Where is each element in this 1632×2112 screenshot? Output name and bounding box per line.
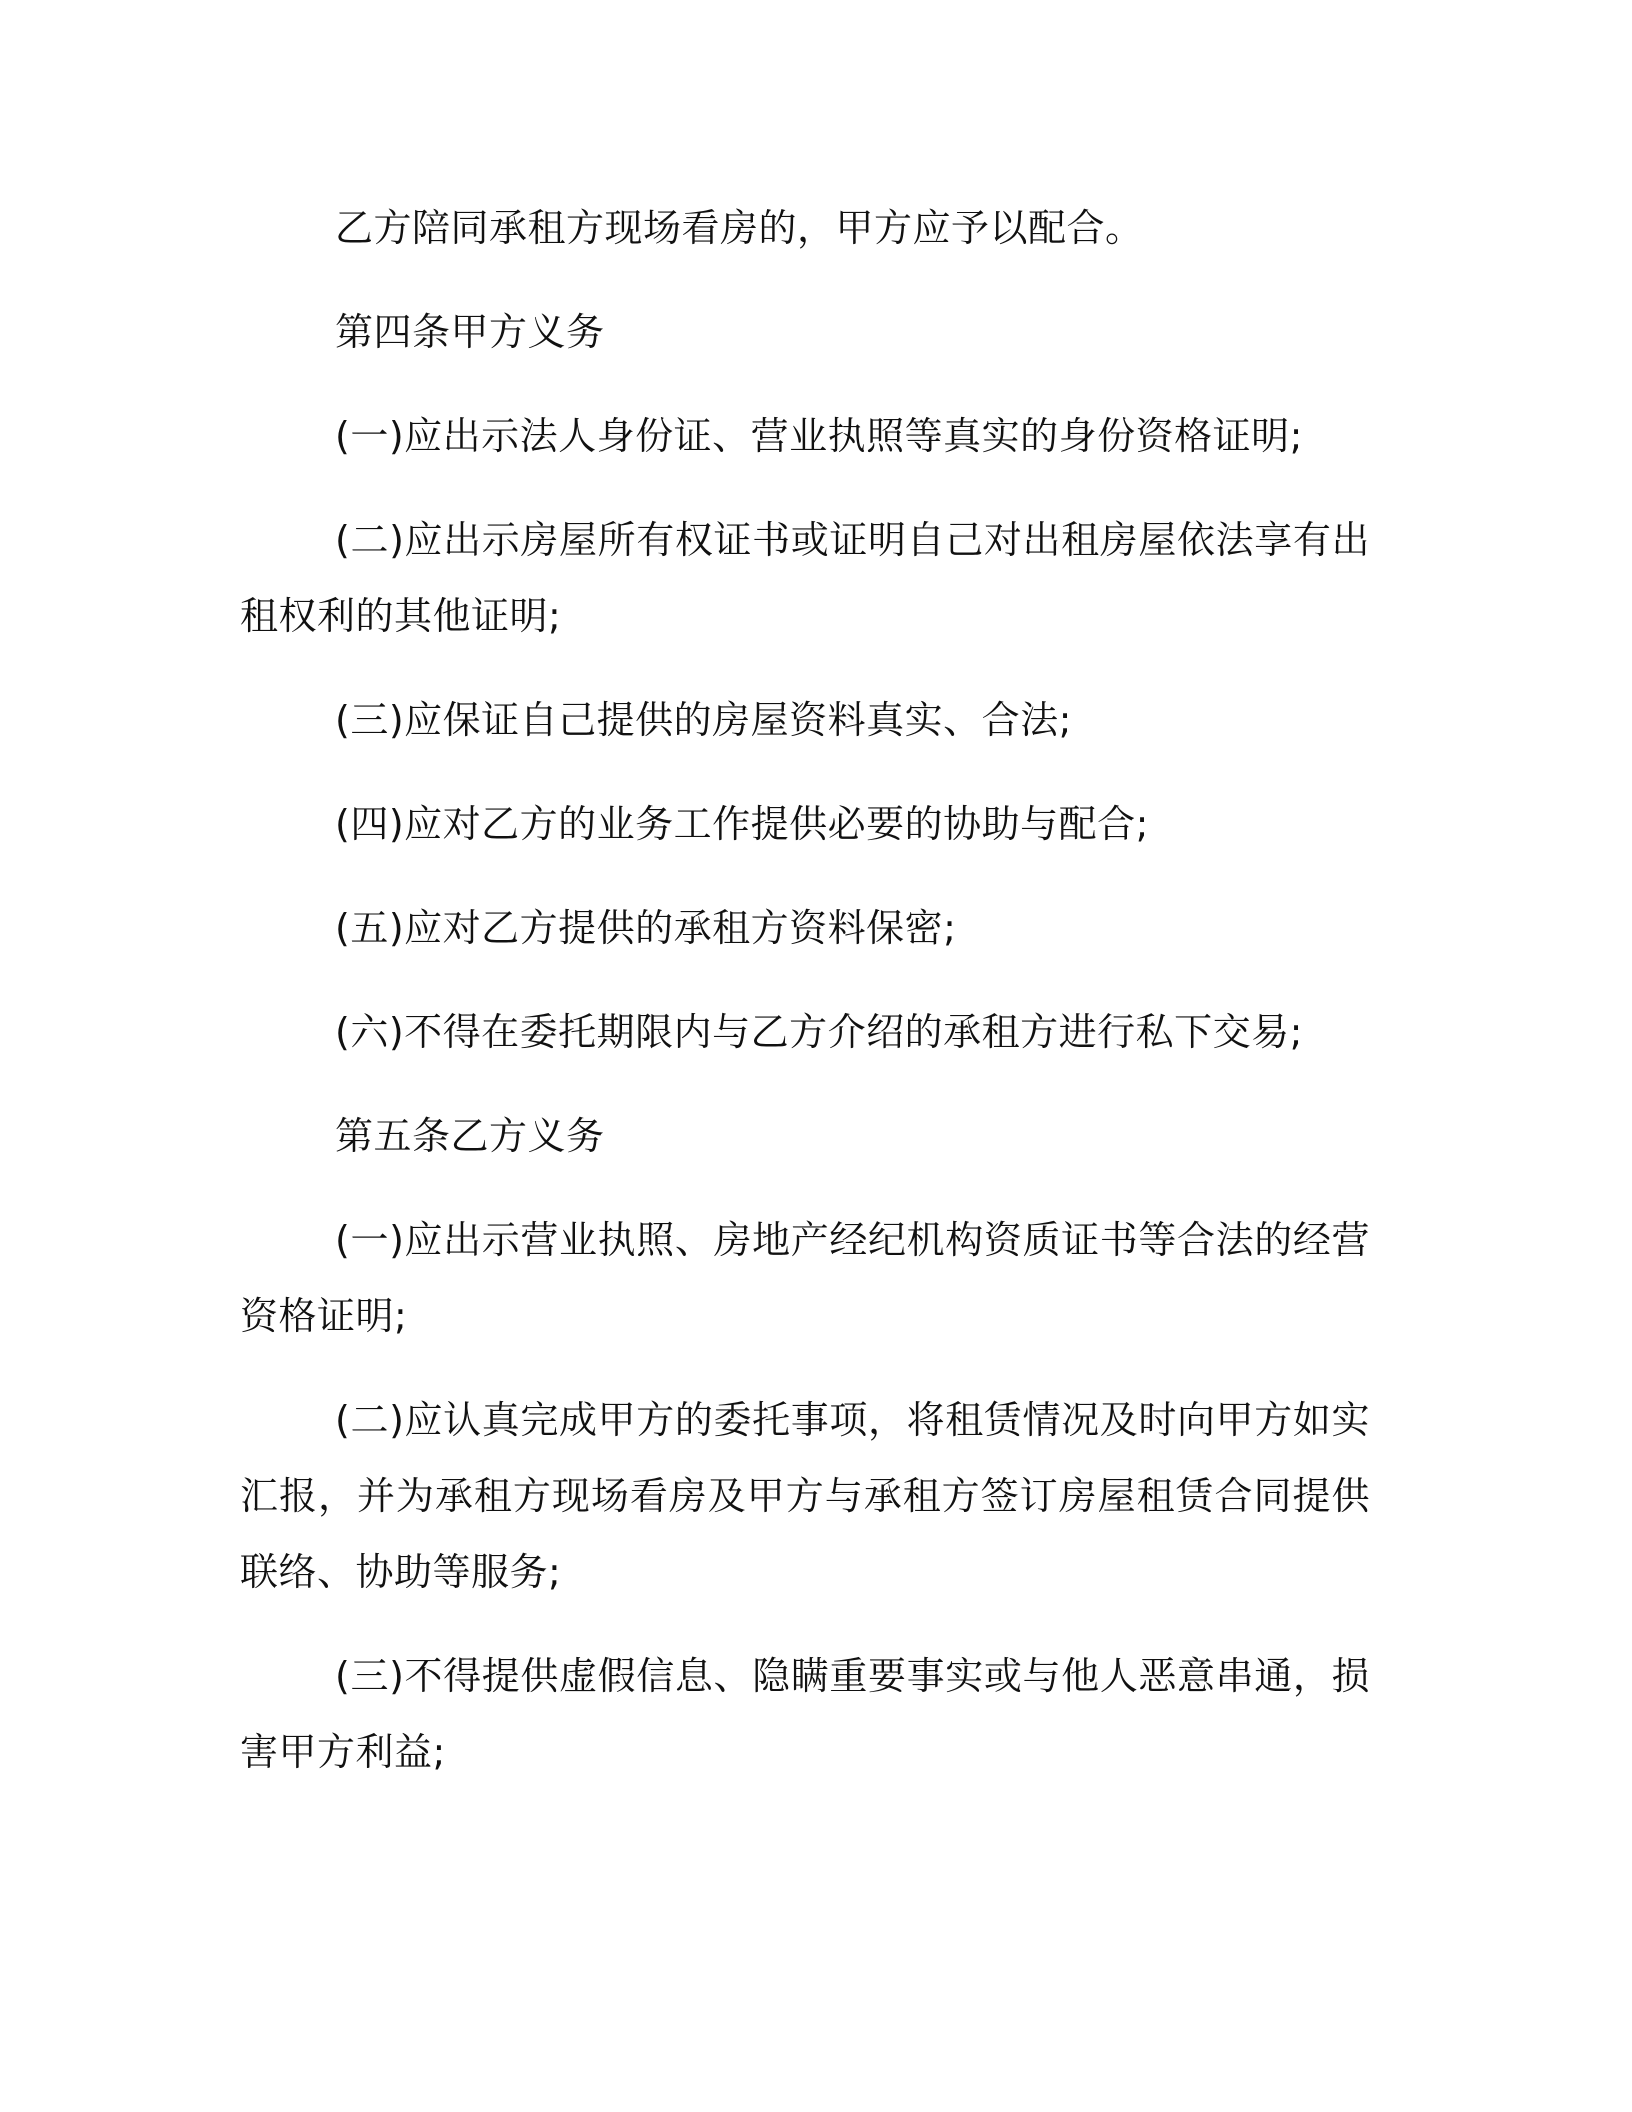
article-5-heading: 第五条乙方义务 [335, 1114, 605, 1158]
article-4-item-2: (二)应出示房屋所有权证书或证明自己对出租房屋依法享有出租权利的其他证明; [240, 518, 1370, 638]
article-5-item-3: (三)不得提供虚假信息、隐瞒重要事实或与他人恶意串通，损害甲方利益; [240, 1654, 1370, 1774]
article-4-item-1: (一)应出示法人身份证、营业执照等真实的身份资格证明; [335, 414, 1303, 458]
article-5-item-1: (一)应出示营业执照、房地产经纪机构资质证书等合法的经营资格证明; [240, 1218, 1370, 1338]
document-body [240, 190, 1370, 1818]
article-5-item-2: (二)应认真完成甲方的委托事项，将租赁情况及时向甲方如实汇报，并为承租方现场看房及甲方与承租方签订房屋租赁合同提供联络、协助等服务; [240, 1398, 1370, 1594]
article-4-item-4: (四)应对乙方的业务工作提供必要的协助与配合; [335, 802, 1149, 846]
paragraph-cooperation: 乙方陪同承租方现场看房的，甲方应予以配合。 [335, 206, 1144, 250]
article-4-item-6: (六)不得在委托期限内与乙方介绍的承租方进行私下交易; [335, 1010, 1303, 1054]
article-4-heading: 第四条甲方义务 [335, 310, 605, 354]
article-4-item-3: (三)应保证自己提供的房屋资料真实、合法; [335, 698, 1072, 742]
article-4-item-5: (五)应对乙方提供的承租方资料保密; [335, 906, 957, 950]
